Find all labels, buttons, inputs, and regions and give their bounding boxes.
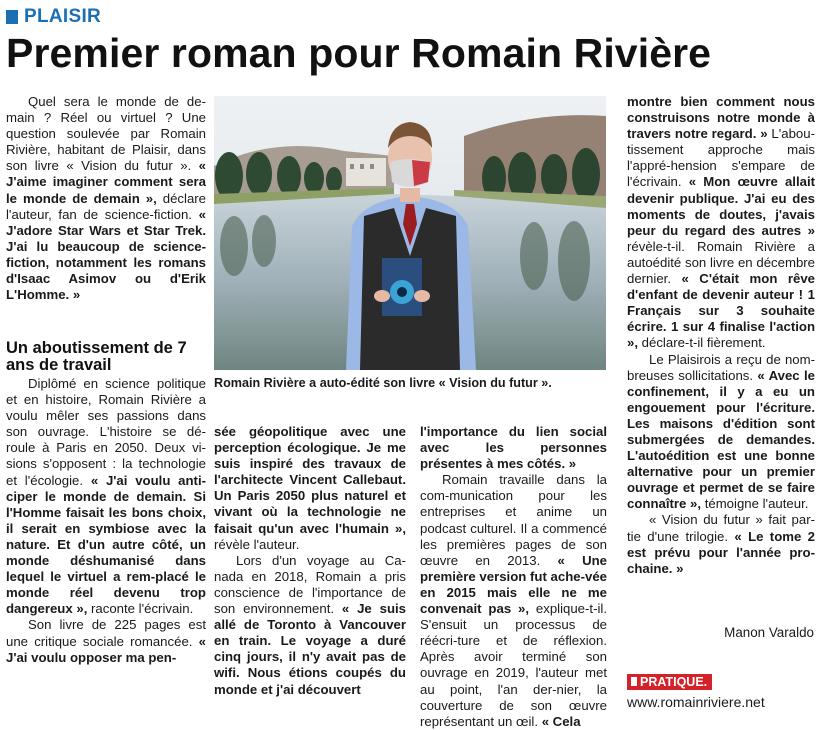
paragraph [420,472,607,730]
quote-text: sée géopolitique avec une perception écologique. Je me suis inspiré des travaux de l'architecte Vincent Callebaut. Un Paris 2050 plus naturel et vivant où la technologie ne faisait qu'un avec l'humain », [214,424,406,536]
paragraph [6,617,206,665]
column-1-body [6,376,206,666]
body-text: témoigne l'auteur. [704,496,809,512]
body-text: « Vision du futur » fait par-tie d'une trilogie. [627,512,815,544]
quote-text: « C'était mon rêve d'enfant de devenir auteur ! 1 Français sur 3 souhaite écrire. 1 sur 4 finalise l'action », [627,271,815,351]
article-subhead: Un aboutissement de 7 ans de travail [6,339,187,374]
pratique-square-icon [631,677,637,686]
photo-author-with-book [214,96,606,370]
paragraph [6,94,206,303]
pratique-tag [627,674,712,690]
article-headline: Premier roman pour Romain Rivière [6,30,712,76]
quote-text: l'importance du lien social avec les personnes présentes à mes côtés. » [420,424,607,472]
section-rubric [6,6,101,27]
rubric-label: PLAISIR [24,5,102,27]
body-text: Son livre de 225 pages est une critique sociale romancée. [6,617,206,649]
website-link[interactable]: www.romainriviere.net [627,694,765,710]
rubric-square-icon [6,10,18,24]
paragraph [420,424,607,472]
paragraph [627,352,815,513]
quote-text: « J'ai voulu anti-ciper le monde de demain. Si l'Homme faisait les bons choix, il serait en symbiose avec la nature. Et d'un autre côté, un monde déshumanisé dans lequel le virtuel a rem-placé le monde réel devenu trop dangereux », [6,472,206,617]
body-text: révèle-t-il. Romain Rivière a autoédité son livre en décembre dernier. [627,238,815,287]
photo-caption: Romain Rivière a auto-édité son livre « Vision du futur ». [214,376,552,390]
paragraph [214,424,406,553]
quote-text: « J'ai voulu opposer ma pen- [6,633,206,665]
body-text: L'abou-tissement approche mais l'appré-hension s'empare de l'écrivain. [627,126,815,190]
paragraph [214,553,406,698]
body-text: Diplômé en science politique et en histoire, Romain Rivière a voulu mêler ses passions dans son ouvrage. L'histoire se dé-roule à Paris en 2050. Deux vi-sions s'opposent : la technologie et l'écologie. [6,376,206,488]
body-text: déclare-t-il fièrement. [641,335,766,351]
pratique-label: PRATIQUE. [640,675,708,689]
quote-text: « Avec le confinement, il y a eu un engouement pour l'écriture. Les maisons d'édition sont submergées de demandes. L'autoédition est une bonne alternative pour un premier ouvrage et permet de se faire connaître », [627,367,815,512]
paragraph [627,512,815,576]
quote-text: « Je suis allé de Toronto à Vancouver en train. Le voyage a duré cinq jours, il n'y avait pas de wifi. Nous étions coupés du monde et j'ai découvert [214,601,406,697]
body-text: révèle l'auteur. [214,536,300,552]
column-4 [627,94,815,577]
article-photo [214,96,606,370]
quote-text: montre bien comment nous construisons notre monde à travers notre regard. » [627,94,815,142]
body-text: Le Plaisirois a reçu de nom-breuses sollicitations. [627,351,815,383]
quote-text: « Le tome 2 est prévu pour l'année pro-chaine. » [627,528,816,576]
author-signature: Manon Varaldo [724,625,814,640]
column-1-intro [6,94,206,303]
paragraph [627,94,815,352]
paragraph [6,376,206,617]
quote-text: « Mon œuvre allait devenir publique. J'ai eu des moments de doutes, j'avais peur du regard des autres » [627,174,815,238]
body-text: raconte l'écrivain. [91,601,194,617]
body-text: explique-t-il. S'ensuit un processus de réécri-ture et de réflexion. Après avoir terminé son ouvrage en 2019, l'auteur met au point, l'an der-nier, la couverture de son œuvre représentant un œil. [420,601,607,729]
body-text: Quel sera le monde de de-main ? Réel ou virtuel ? Une question soulevée par Romain Rivière, habitant de Plaisir, dans son livre « Vision du futur ». [6,94,206,174]
quote-text: « J'adore Star Wars et Star Trek. J'ai lu beaucoup de science-fiction, notamment les romans d'Isaac Asimov ou d'Erik L'Homme. » [6,206,206,303]
body-text: déclare l'auteur, fan de science-fiction. [6,190,207,222]
quote-text: « Une première version fut ache-vée en 2015 mais elle ne me convenait pas », [420,552,607,617]
body-text: Romain travaille dans la com-munication pour les entreprises et anime un podcast culturel. Il a commencé les premières pages de son œuvre en 2013. [420,472,607,568]
column-3 [420,424,607,730]
column-2 [214,424,406,698]
body-text: Lors d'un voyage au Ca-nada en 2018, Romain a pris conscience de l'importance de son environnement. [214,552,406,617]
quote-text: « J'aime imaginer comment sera le monde de demain », [6,158,206,206]
quote-text: « Cela [541,713,581,729]
